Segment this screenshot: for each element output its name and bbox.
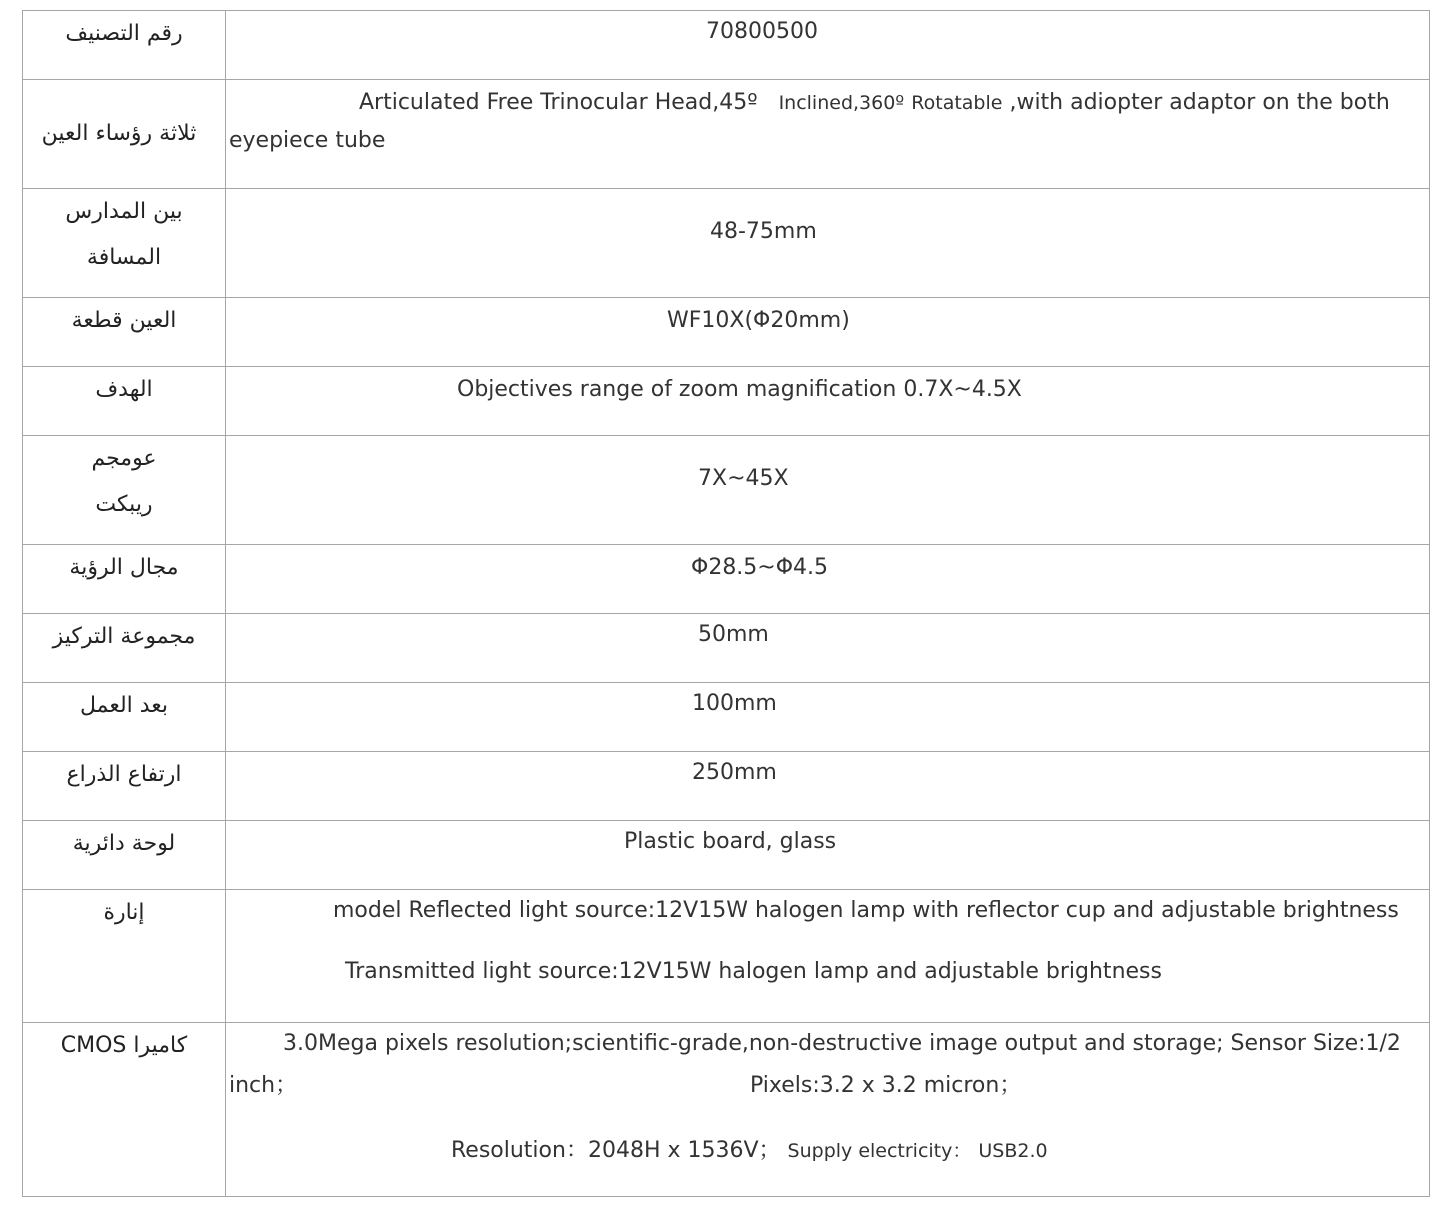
value-text: Φ28.5~Φ4.5: [691, 555, 829, 580]
value-text-part: inch；: [229, 1073, 298, 1098]
label-text: مجال الرؤية: [69, 555, 179, 580]
row-label: [23, 614, 226, 683]
row-label: [23, 436, 226, 545]
value-text-part: USB2.0: [978, 1140, 1048, 1162]
table-row: [23, 683, 1430, 752]
label-text: ريبكت: [95, 492, 153, 517]
value-text-part: Resolution：2048H x 1536V；: [451, 1138, 781, 1163]
value-text: 70800500: [706, 19, 818, 44]
value-text: Transmitted light source:12V15W halogen lamp and adjustable brightness: [345, 959, 1162, 984]
row-value: [226, 298, 1430, 367]
value-text-part: Articulated Free Trinocular Head,45º: [359, 90, 758, 115]
row-value: [226, 367, 1430, 436]
value-text-part: Rotatable: [911, 92, 1003, 114]
row-label: [23, 890, 226, 1023]
value-text: 100mm: [692, 691, 777, 716]
value-text: 3.0Mega pixels resolution;scientific-grade,non-destructive image output and storage; Sensor Size:1/2: [283, 1031, 1401, 1056]
value-text: [226, 80, 1429, 118]
row-value: [226, 683, 1430, 752]
row-label: [23, 367, 226, 436]
value-text-part: Supply electricity：: [787, 1140, 972, 1162]
row-label: [23, 11, 226, 80]
label-text: عومجم: [91, 446, 157, 471]
row-label: [23, 752, 226, 821]
label-text: لوحة دائرية: [72, 831, 176, 856]
value-text: model Reflected light source:12V15W halogen lamp with reflector cup and adjustable brightness: [333, 898, 1399, 923]
row-label: [23, 683, 226, 752]
value-text: [226, 1056, 1429, 1099]
label-text: ارتفاع الذراع: [66, 762, 182, 787]
table-row: [23, 821, 1430, 890]
row-label: [23, 1023, 226, 1197]
value-text: WF10X(Φ20mm): [667, 308, 850, 333]
label-text: إنارة: [103, 900, 145, 925]
label-text: بين المدارس: [65, 199, 183, 224]
table-row: [23, 80, 1430, 189]
label-text: رقم التصنيف: [65, 21, 183, 46]
table-row: [23, 614, 1430, 683]
row-value: [226, 80, 1430, 189]
label-text: الهدف: [95, 377, 153, 402]
spec-table: [22, 10, 1430, 1197]
value-text-part: ,with adiopter adaptor on the both: [1009, 90, 1390, 115]
label-text: بعد العمل: [79, 693, 169, 718]
label-text: ثلاثة رؤساء العين: [41, 121, 197, 146]
row-value: [226, 614, 1430, 683]
value-text: 48-75mm: [710, 219, 817, 244]
table-row: [23, 1023, 1430, 1197]
value-text: 50mm: [698, 622, 769, 647]
label-text: العين قطعة: [71, 308, 177, 333]
row-value: [226, 189, 1430, 298]
row-value: [226, 752, 1430, 821]
table-row: [23, 436, 1430, 545]
value-text: Plastic board, glass: [624, 829, 837, 854]
value-text-part: Pixels:3.2 x 3.2 micron；: [750, 1073, 1022, 1098]
value-text: eyepiece tube: [229, 128, 386, 153]
row-label: [23, 189, 226, 298]
row-value: [226, 890, 1430, 1023]
table-row: [23, 890, 1430, 1023]
row-label: [23, 545, 226, 614]
row-value: [226, 436, 1430, 545]
label-text: CMOS كاميرا: [60, 1033, 188, 1058]
row-value: [226, 11, 1430, 80]
row-label: [23, 821, 226, 890]
spec-sheet: [22, 10, 1430, 1197]
label-text: مجموعة التركيز: [52, 624, 196, 649]
row-value: [226, 821, 1430, 890]
value-text: 250mm: [692, 760, 777, 785]
table-row: [23, 367, 1430, 436]
table-row: [23, 189, 1430, 298]
table-row: [23, 11, 1430, 80]
value-text: 7X~45X: [698, 466, 789, 491]
label-text: المسافة: [86, 245, 162, 270]
row-label: [23, 80, 226, 189]
value-text-part: Inclined,360º: [778, 92, 905, 114]
table-row: [23, 752, 1430, 821]
row-label: [23, 298, 226, 367]
value-text: Objectives range of zoom magnification 0.7X~4.5X: [457, 377, 1022, 402]
value-text: [226, 1099, 1429, 1164]
row-value: [226, 545, 1430, 614]
table-row: [23, 298, 1430, 367]
row-value: [226, 1023, 1430, 1197]
table-row: [23, 545, 1430, 614]
